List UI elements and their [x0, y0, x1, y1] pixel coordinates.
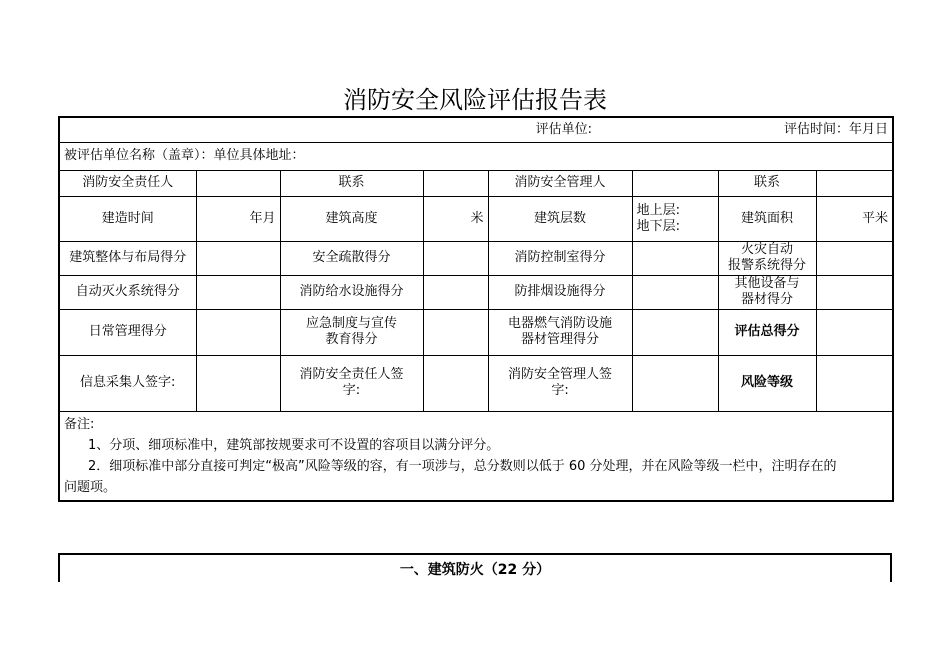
- unit-name-address: 被评估单位名称（盖章）：单位具体地址：: [59, 142, 893, 170]
- building-floors-label: 建筑层数: [488, 196, 632, 241]
- smoke-control-score-label: 防排烟设施得分: [488, 275, 632, 309]
- layout-score-value[interactable]: [196, 241, 280, 275]
- building-height-label: 建筑高度: [280, 196, 423, 241]
- auto-extinguish-score-label: 自动灭火系统得分: [59, 275, 196, 309]
- building-area-label: 建筑面积: [718, 196, 816, 241]
- building-area-unit: 平米: [816, 196, 893, 241]
- floors-above-label: 地上层:: [636, 202, 680, 218]
- collector-signature-label: 信息采集人签字:: [59, 355, 196, 411]
- notes-line-2: 2．细项标准中部分直接可判定“极高”风险等级的容，有一项涉与，总分数则以低于 60 分处理，并在风险等级一栏中，注明存在的: [88, 458, 837, 474]
- score-row-2: [59, 275, 893, 309]
- notes-line-1: 1、分项、细项标准中，建筑部按规要求可不设置的容项目以满分评分。: [88, 437, 500, 453]
- floors-below-label: 地下层:: [636, 218, 680, 234]
- contact-value-1[interactable]: [423, 170, 488, 196]
- manager-signature-value[interactable]: [632, 355, 718, 411]
- risk-level-label: 风险等级: [718, 355, 816, 411]
- fire-alarm-score-label: 火灾自动 报警系统得分: [718, 241, 816, 275]
- score-row-3: [59, 309, 893, 355]
- electric-gas-score-label: 电器燃气消防设施 器材管理得分: [488, 309, 632, 355]
- page-title: 消防安全风险评估报告表: [343, 86, 607, 114]
- fire-safety-responsible-value[interactable]: [196, 170, 280, 196]
- water-supply-score-label: 消防给水设施得分: [280, 275, 423, 309]
- score-row-1: [59, 241, 893, 275]
- daily-management-score-label: 日常管理得分: [59, 309, 196, 355]
- signature-row: [59, 355, 893, 411]
- risk-level-value[interactable]: [816, 355, 893, 411]
- smoke-control-score-value[interactable]: [632, 275, 718, 309]
- electric-gas-score-value[interactable]: [632, 309, 718, 355]
- fire-safety-manager-value[interactable]: [632, 170, 718, 196]
- other-equipment-score-value[interactable]: [816, 275, 893, 309]
- emergency-education-score-value[interactable]: [423, 309, 488, 355]
- notes-line-3: 问题项。: [64, 479, 117, 495]
- unit-row: [59, 142, 893, 170]
- contact-value-2[interactable]: [816, 170, 893, 196]
- evacuation-score-value[interactable]: [423, 241, 488, 275]
- build-time-label: 建造时间: [59, 196, 196, 241]
- notes-label: 备注:: [64, 416, 95, 432]
- water-supply-score-value[interactable]: [423, 275, 488, 309]
- section-title: 一、建筑防火（22 分）: [58, 553, 892, 582]
- notes-cell: [59, 411, 893, 501]
- collector-signature-value[interactable]: [196, 355, 280, 411]
- contact-label-2: 联系: [718, 170, 816, 196]
- eval-unit-label: 评估单位:: [59, 117, 632, 142]
- layout-score-label: 建筑整体与布局得分: [59, 241, 196, 275]
- auto-extinguish-score-value[interactable]: [196, 275, 280, 309]
- total-score-value[interactable]: [816, 309, 893, 355]
- other-equipment-score-label: 其他设备与 器材得分: [718, 275, 816, 309]
- notes-row: [59, 411, 893, 501]
- control-room-score-label: 消防控制室得分: [488, 241, 632, 275]
- header-row: [59, 117, 893, 142]
- building-info-row: [59, 196, 893, 241]
- emergency-education-score-label: 应急制度与宣传 教育得分: [280, 309, 423, 355]
- control-room-score-value[interactable]: [632, 241, 718, 275]
- manager-signature-label: 消防安全管理人签 字:: [488, 355, 632, 411]
- contact-label-1: 联系: [280, 170, 423, 196]
- fire-safety-manager-label: 消防安全管理人: [488, 170, 632, 196]
- fire-safety-responsible-label: 消防安全责任人: [59, 170, 196, 196]
- fire-alarm-score-value[interactable]: [816, 241, 893, 275]
- build-time-unit: 年月: [196, 196, 280, 241]
- assessment-table: [58, 116, 894, 502]
- responsible-signature-label: 消防安全责任人签 字:: [280, 355, 423, 411]
- building-floors-value: [632, 196, 718, 241]
- responsible-signature-value[interactable]: [423, 355, 488, 411]
- daily-management-score-value[interactable]: [196, 309, 280, 355]
- evacuation-score-label: 安全疏散得分: [280, 241, 423, 275]
- eval-time-label: 评估时间：年月日: [632, 117, 893, 142]
- total-score-label: 评估总得分: [718, 309, 816, 355]
- contact-row: [59, 170, 893, 196]
- building-height-unit: 米: [423, 196, 488, 241]
